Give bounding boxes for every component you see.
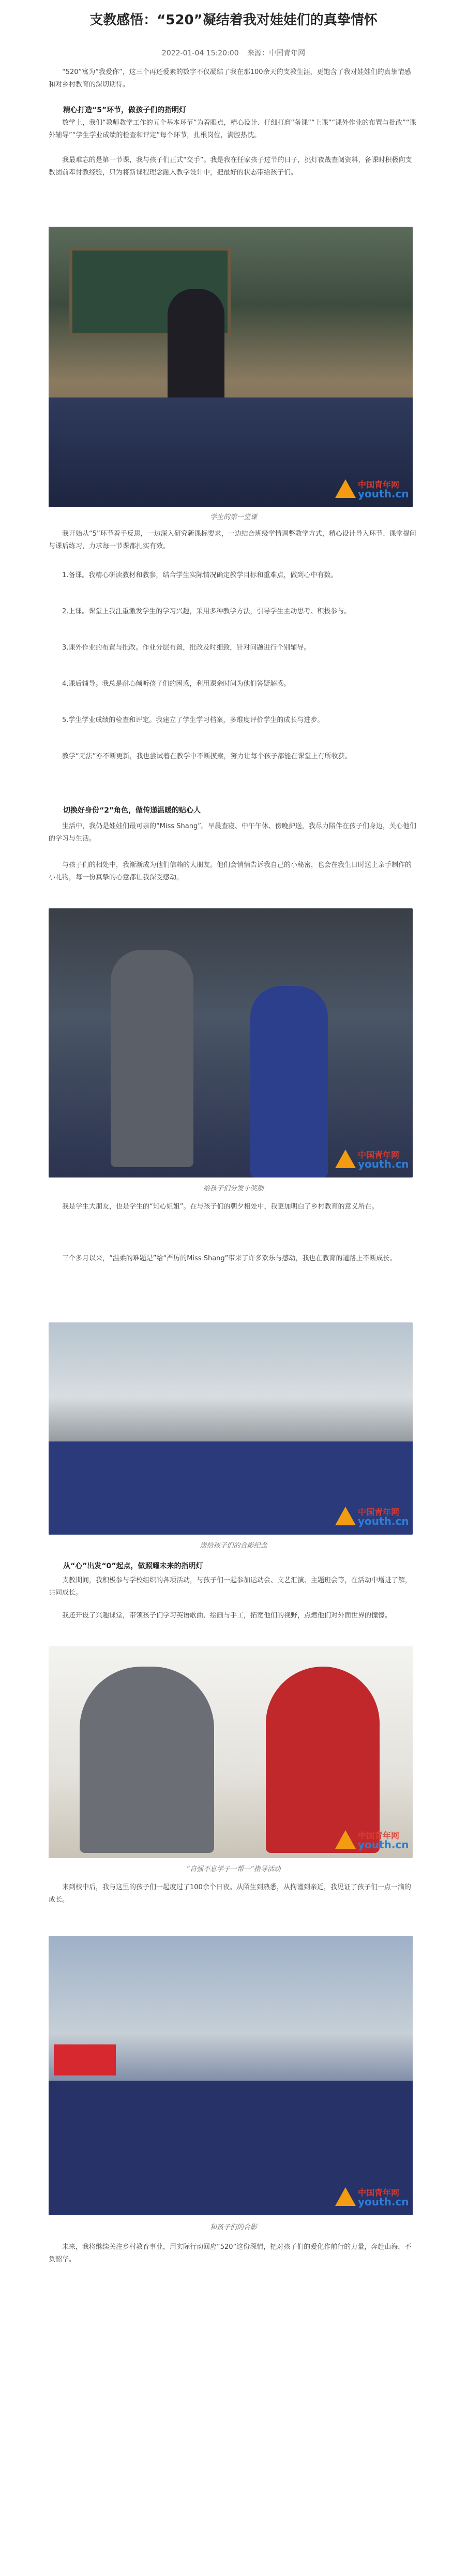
- paragraph: 我最难忘的是第一节课，我与孩子们正式“交手”。我是我在任家孩子过节的日子，挑灯夜战查阅资料，备课时积极向支教团前辈讨教经验，只为将新课程理念融入教学设计中，把最好的状态带给孩子们。: [49, 156, 412, 176]
- paragraph: 三个多月以来，“温柔的难题是”给“严厉的Miss Shang”带来了许多欢乐与感动，我也在教育的道路上不断成长。: [62, 1255, 397, 1262]
- paragraph: 我开始从“5”环节着手反思，一边深入研究新课标要求，一边结合班级学情调整教学方式，精心设计导入环节、课堂提问与课后练习，力求每一节课都扎实有效。: [49, 530, 416, 550]
- paragraph: 教学“无法”亦不断更新，我也尝试着在教学中不断摸索，努力让每个孩子都能在课堂上有所收获。: [62, 753, 352, 760]
- reward-photo: [49, 908, 413, 1177]
- section-heading-1: 精心打造“5”环节，做孩子们的指明灯: [63, 106, 187, 114]
- classroom-photo: [49, 227, 413, 507]
- group-photo: [49, 1322, 413, 1535]
- youth-cn-logo: 中国青年网 youth.cn: [335, 2185, 408, 2209]
- photo-caption: 学生的第一堂课: [209, 513, 257, 521]
- photo-caption: “自强不息学子一帮一”指导活动: [186, 1865, 281, 1873]
- class-photo: [49, 1936, 413, 2215]
- paragraph: 5.学生学业成绩的检查和评定。我建立了学生学习档案，多维度评价学生的成长与进步。: [62, 716, 324, 724]
- photo-caption: 和孩子们的合影: [209, 2224, 257, 2231]
- paragraph: 与孩子们的相处中，我渐渐成为他们信赖的大朋友。他们会悄悄告诉我自己的小秘密，也会在我生日时送上亲手制作的小礼物，每一份真挚的心意都让我深受感动。: [49, 861, 412, 881]
- paragraph: 我还开设了兴趣课堂，带领孩子们学习英语歌曲、绘画与手工，拓宽他们的视野，点燃他们对外面世界的憧憬。: [62, 1612, 392, 1620]
- youth-cn-logo: 中国青年网 youth.cn: [335, 1828, 408, 1852]
- paragraph: 2.上课。课堂上我注重激发学生的学习兴趣，采用多种教学方法，引导学生主动思考、积极参与。: [62, 608, 351, 615]
- paragraph: 未来，我将继续关注乡村教育事业，用实际行动回应“520”这份深情，把对孩子们的爱化作前行的力量，奔赴山海，不负韶华。: [49, 2243, 412, 2263]
- paragraph: 我是学生大朋友，也是学生的“知心姐姐”。在与孩子们的朝夕相处中，我更加明白了乡村教育的意义所在。: [62, 1203, 379, 1211]
- paragraph: 支教期间，我积极参与学校组织的各项活动，与孩子们一起参加运动会、文艺汇演、主题班会等，在活动中增进了解，共同成长。: [49, 1577, 412, 1597]
- student-figure: [250, 986, 328, 1177]
- youth-cn-logo: 中国青年网 youth.cn: [335, 1505, 408, 1528]
- paragraph: 生活中，我仍是娃娃们最可亲的“Miss Shang”。早晨查寝、中午午休、傍晚护送，我尽力陪伴在孩子们身边，关心他们的学习与生活。: [49, 822, 416, 843]
- class-banner: [54, 2044, 116, 2075]
- paragraph: 3.课外作业的布置与批改。作业分层布置，批改及时细致，针对问题进行个别辅导。: [62, 644, 311, 652]
- publish-date: 2022-01-04 15:20:00: [161, 49, 239, 57]
- paragraph: 数学上，我们“教师教学工作的五个基本环节”为着眼点，精心设计、仔细打磨“备课”“上课”“课外作业的布置与批改”“课外辅导”“学生学业成绩的检查和评定”每个环节，扎根岗位，满腔热忱。: [49, 119, 416, 139]
- article-source: 来源：中国青年网: [247, 49, 306, 57]
- section-heading-2: 切换好身份“2”角色，做传递温暖的贴心人: [63, 806, 201, 815]
- photo-caption: 给孩子们分发小奖励: [203, 1185, 264, 1193]
- paragraph: 4.课后辅导。我总是耐心倾听孩子们的困惑，利用课余时间为他们答疑解惑。: [62, 680, 291, 688]
- student-figure: [266, 1667, 380, 1853]
- paragraph: 1.备课。我精心研读教材和教参，结合学生实际情况确定教学目标和重难点，做到心中有数。: [62, 571, 338, 579]
- article-title: 支教感悟：“520”凝结着我对娃娃们的真挚情怀: [89, 12, 378, 28]
- teacher-figure: [80, 1667, 214, 1853]
- youth-cn-logo: 中国青年网 youth.cn: [335, 1147, 408, 1171]
- youth-cn-logo: 中国青年网 youth.cn: [335, 477, 408, 501]
- article-meta: [0, 48, 467, 58]
- tutoring-photo: [49, 1646, 413, 1858]
- paragraph-intro: “520”寓为“我爱你”，这三个再还爱素的数字不仅凝结了我在那100余天的支教生涯，更饱含了我对娃娃们的真挚情感和对乡村教育的深切期待。: [49, 68, 411, 89]
- teacher-figure: [111, 950, 193, 1167]
- section-heading-3: 从“心”出发“0”起点，做照耀未来的指明灯: [63, 1562, 203, 1570]
- paragraph: 来到校中后，我与这里的孩子们一起度过了100余个日夜。从陌生到熟悉，从拘谨到亲近，我见证了孩子们一点一滴的成长。: [49, 1883, 411, 1904]
- photo-caption: 送给孩子们的合影纪念: [200, 1542, 267, 1550]
